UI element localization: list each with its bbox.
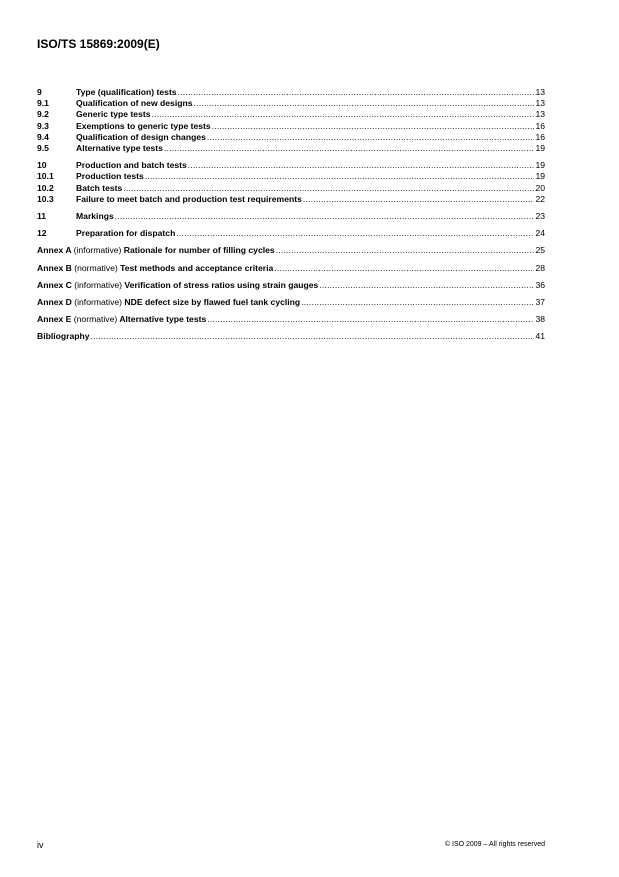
toc-entry-title: Production and batch tests — [76, 160, 187, 171]
dot-leader — [207, 132, 535, 143]
annex-kind: (normative) — [73, 314, 118, 325]
toc-entry[interactable] — [37, 143, 545, 154]
toc-entry-number: 12 — [37, 228, 47, 239]
dot-leader — [194, 98, 535, 109]
dot-leader — [152, 109, 535, 120]
dot-leader — [115, 211, 535, 222]
annex-heading — [37, 297, 300, 308]
toc-entry[interactable] — [37, 109, 545, 120]
toc-entry-number: 11 — [37, 211, 47, 222]
toc-entry[interactable] — [37, 211, 545, 222]
toc-entry-page: 19 — [535, 143, 545, 154]
toc-entry[interactable] — [37, 121, 545, 132]
annex-heading — [37, 245, 275, 256]
bibliography-page: 41 — [535, 331, 545, 342]
annex-label: Annex D — [37, 297, 72, 308]
dot-leader — [91, 331, 535, 342]
toc-entry-title: Failure to meet batch and production test requirements — [76, 193, 302, 204]
toc-entry-title: Production tests — [76, 171, 144, 182]
toc-entry-title: Exemptions to generic type tests — [76, 120, 211, 131]
table-of-contents — [37, 87, 545, 343]
annex-page: 28 — [535, 262, 545, 273]
toc-entry-number: 9.3 — [37, 120, 49, 131]
annex-page: 38 — [535, 314, 545, 325]
toc-entry-title: Alternative type tests — [76, 143, 163, 154]
toc-entry-page: 23 — [535, 211, 545, 222]
annex-page: 37 — [535, 297, 545, 308]
annex-kind: (normative) — [74, 262, 118, 273]
annex-label: Annex B — [37, 262, 72, 273]
toc-entry[interactable] — [37, 87, 545, 98]
toc-entry-number: 9.4 — [37, 131, 49, 142]
toc-entry-number: 9 — [37, 87, 42, 97]
annex-kind: (informative) — [74, 279, 123, 290]
annex-kind: (informative) — [74, 297, 123, 308]
toc-entry-page: 13 — [535, 98, 545, 109]
toc-entry-number: 10 — [37, 160, 47, 171]
annex-heading — [37, 263, 273, 274]
annex-title: Alternative type tests — [119, 314, 207, 325]
dot-leader — [164, 143, 535, 154]
dot-leader — [207, 314, 534, 325]
dot-leader — [274, 263, 534, 274]
toc-entry-number: 10.3 — [37, 193, 54, 204]
toc-entry-page: 16 — [535, 120, 545, 131]
dot-leader — [301, 297, 534, 308]
toc-entry-page: 13 — [535, 109, 545, 120]
annex-page: 25 — [535, 245, 545, 256]
dot-leader — [303, 194, 535, 205]
annex-label: Annex E — [37, 314, 72, 325]
toc-entry[interactable] — [37, 183, 545, 194]
toc-entry-title: Type (qualification) tests — [76, 87, 177, 97]
toc-annex-entry[interactable] — [37, 297, 545, 308]
dot-leader — [188, 160, 535, 171]
dot-leader — [212, 121, 535, 132]
toc-entry-title: Markings — [76, 211, 114, 222]
annex-label: Annex A — [37, 245, 72, 256]
annex-title: Rationale for number of filling cycles — [123, 245, 275, 256]
toc-bibliography-entry[interactable] — [37, 331, 545, 342]
toc-entry-title: Batch tests — [76, 182, 123, 193]
toc-entry-page: 24 — [535, 228, 545, 239]
dot-leader — [123, 183, 534, 194]
toc-entry-title: Qualification of design changes — [76, 131, 206, 142]
toc-entry[interactable] — [37, 228, 545, 239]
toc-entry-title: Generic type tests — [76, 109, 151, 120]
annex-page: 36 — [535, 279, 545, 290]
annex-kind: (informative) — [73, 245, 122, 256]
toc-entry-page: 20 — [535, 182, 545, 193]
toc-entry-page: 19 — [535, 160, 545, 171]
annex-heading — [37, 314, 206, 325]
copyright-notice: © ISO 2009 – All rights reserved — [444, 841, 545, 848]
dot-leader — [319, 280, 534, 291]
dot-leader — [176, 228, 534, 239]
toc-entry-page: 19 — [535, 171, 545, 182]
toc-entry[interactable] — [37, 171, 545, 182]
dot-leader — [145, 171, 535, 182]
toc-entry-number: 10.1 — [37, 171, 54, 182]
toc-entry[interactable] — [37, 98, 545, 109]
toc-annex-entry[interactable] — [37, 280, 545, 291]
annex-heading — [37, 280, 318, 291]
dot-leader — [276, 245, 535, 256]
toc-annex-entry[interactable] — [37, 245, 545, 256]
toc-entry-title: Preparation for dispatch — [76, 228, 176, 239]
toc-annex-entry[interactable] — [37, 314, 545, 325]
bibliography-title: Bibliography — [37, 331, 90, 342]
toc-entry-page: 16 — [535, 131, 545, 142]
annex-title: NDE defect size by flawed fuel tank cycling — [124, 297, 301, 308]
page-number: iv — [37, 840, 44, 850]
annex-title: Verification of stress ratios using strain gauges — [124, 279, 319, 290]
annex-title: Test methods and acceptance criteria — [120, 262, 274, 273]
toc-entry-title: Qualification of new designs — [76, 98, 193, 109]
toc-annex-entry[interactable] — [37, 263, 545, 274]
annex-label: Annex C — [37, 279, 72, 290]
dot-leader — [178, 87, 535, 98]
toc-entry[interactable] — [37, 194, 545, 205]
toc-entry-number: 9.2 — [37, 109, 49, 120]
toc-entry-number: 10.2 — [37, 182, 54, 193]
document-header: ISO/TS 15869:2009(E) — [37, 37, 160, 51]
toc-entry-number: 9.5 — [37, 143, 49, 154]
toc-entry-page: 22 — [535, 193, 545, 204]
toc-entry-page: 13 — [535, 87, 545, 97]
toc-entry[interactable] — [37, 160, 545, 171]
toc-entry-number: 9.1 — [37, 98, 49, 109]
toc-entry[interactable] — [37, 132, 545, 143]
